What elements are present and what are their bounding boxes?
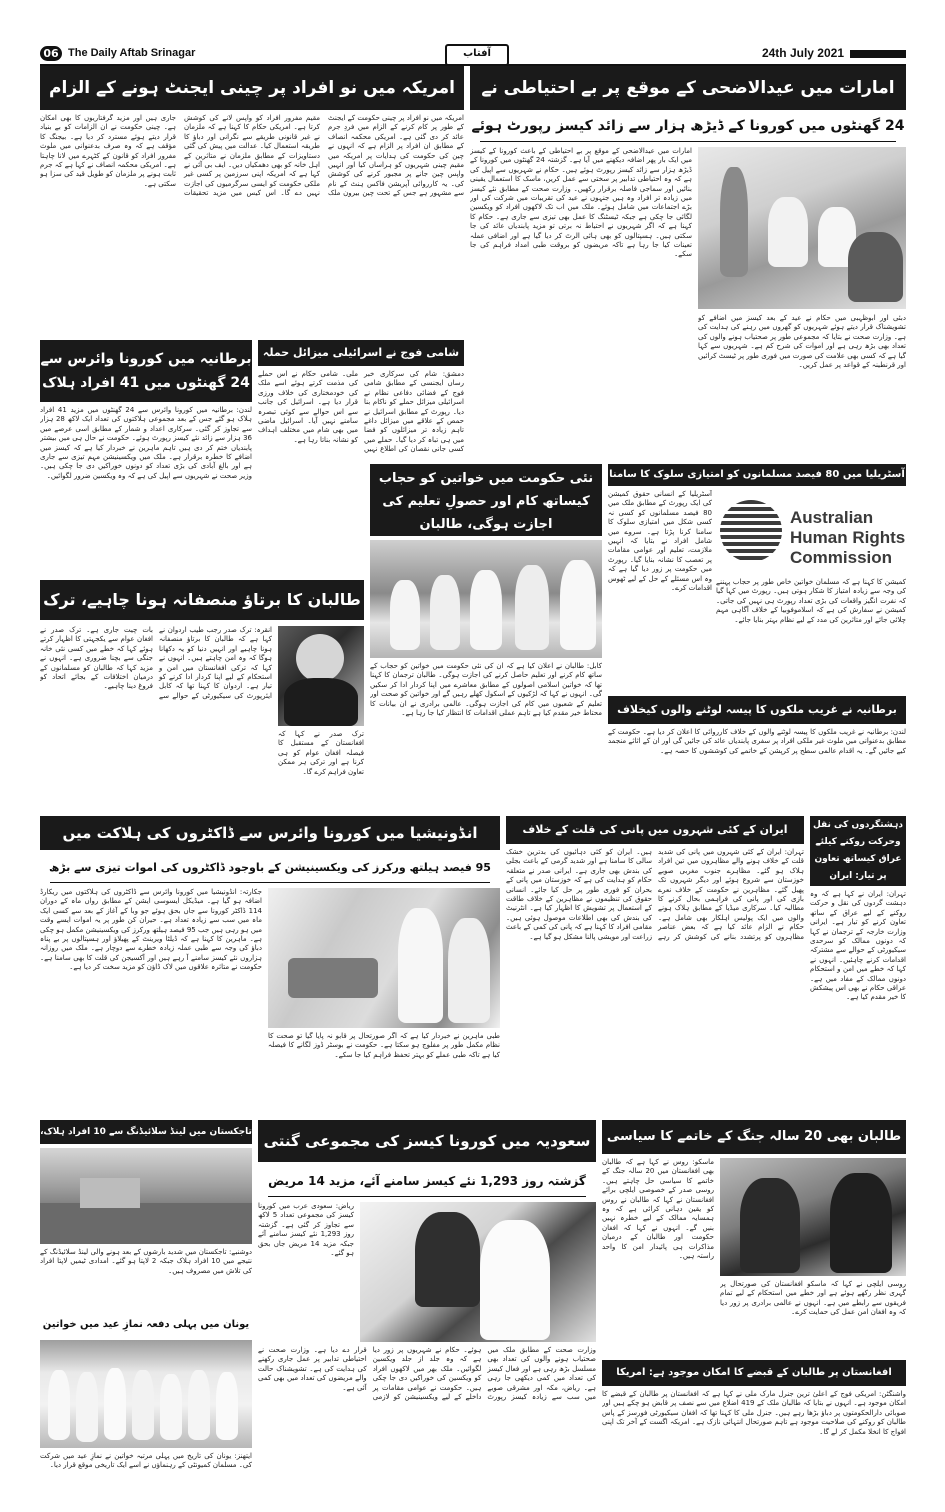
article-text: جکارتہ: انڈونیشیا میں کورونا وائرس سے ڈاکٹروں کی ہلاکتوں میں ریکارڈ اضافہ ہو گیا ہے۔ میڈیکل ایسوسی ایشن کے مطابق رواں ماہ کے دوران 114 ڈاکٹر کورونا سے جاں بحق ہوئے جو وبا کے آغاز کے بعد سے کسی ایک ماہ میں سب سے زیادہ تعداد ہے۔ حیران کن طور پر یہ اموات ایسے وقت میں ہو رہی ہیں جب 95 فیصد ہیلتھ ورکرز کی ویکسینیشن مکمل ہو چکی ہے۔ ماہرین کا کہنا ہے کہ ڈیلٹا ویرینٹ کے پھیلاؤ اور ہسپتالوں پر بے پناہ دباؤ کی وجہ سے طبی عملہ زیادہ خطرے سے دوچار ہے۔ ملک میں روزانہ ہزاروں نئے کیسز سامنے آ رہے ہیں اور آکسیجن کی قلت کا بھی سامنا ہے۔ حکومت نے متاثرہ علاقوں میں لاک ڈاؤن کو مزید سخت کر دیا ہے۔ <box>40 888 262 972</box>
article-text: طبی ماہرین نے خبردار کیا ہے کہ اگر صورتحال پر قابو نہ پایا گیا تو صحت کا نظام مکمل طور پر مفلوج ہو سکتا ہے۔ حکومت نے بوسٹر ڈوز لگانے کا فیصلہ کیا ہے تاکہ طبی عملے کو بہتر تحفظ فراہم کیا جا سکے۔ <box>268 1032 500 1059</box>
indonesia-hospital-photo <box>268 888 500 1028</box>
rule <box>480 141 896 142</box>
headline-taliban-women: نئی حکومت میں خواتین کو حجاب کیساتھ کام اور حصولِ تعلیم کی اجازت ہوگی، طالبان <box>370 464 602 536</box>
article-text: روسی ایلچی نے کہا کہ ماسکو افغانستان کی صورتحال پر گہری نظر رکھے ہوئے ہے اور خطے میں استحکام کے لیے تمام فریقوں سے رابطے میں ہے۔ انہوں نے عالمی برادری پر زور دیا کہ وہ افغان امن عمل کی حمایت کرے۔ <box>720 1280 906 1317</box>
article-text: وزارت صحت کے مطابق ملک میں صحتیاب ہونے والوں کی تعداد بھی مسلسل بڑھ رہی ہے اور فعال کیسز کی تعداد میں کمی دیکھی جا رہی ہے۔ ریاض، مکہ اور مشرقی صوبے میں سب سے زیادہ کیسز رپورٹ ہوئے۔ حکام نے شہریوں پر زور دیا ہے کہ وہ جلد از جلد ویکسین لگوائیں۔ ملک بھر میں لاکھوں افراد کو ویکسین کی خوراکیں دی جا چکی ہیں۔ حکومت نے عوامی مقامات پر داخلے کے لیے ویکسینیشن کو لازمی قرار دے دیا ہے۔ وزارت صحت نے احتیاطی تدابیر پر عمل جاری رکھنے کی ہدایت کی ہے۔ تشویشناک حالت والے مریضوں کی تعداد میں بھی کمی آئی ہے۔ <box>258 1346 596 1402</box>
headline-syria: شامی فوج نے اسرائیلی میزائل حملہ <box>258 340 464 366</box>
erdogan-photo <box>278 626 364 726</box>
vaccination-photo <box>360 1202 596 1342</box>
ahrc-logo-text <box>790 508 905 568</box>
landslide-photo <box>40 1148 252 1244</box>
issue-date: 24th July 2021 <box>761 46 844 60</box>
masthead-bar <box>850 50 906 58</box>
masthead <box>40 44 906 66</box>
article-text: کمیشن کا کہنا ہے کہ مسلمان خواتین خاص طور پر حجاب پہننے کی وجہ سے زیادہ امتیاز کا شکار ہوتی ہیں۔ رپورٹ میں کہا گیا کہ نفرت انگیز واقعات کی بڑی تعداد رپورٹ ہی نہیں کی جاتی۔ کمیشن نے سفارش کی ہے کہ اسلاموفوبیا کے خلاف آگاہی مہم چلائی جائے اور متاثرین کی مدد کے لیے نظام بہتر بنایا جائے۔ <box>716 578 906 624</box>
russia-taliban-meeting-photo <box>720 1158 906 1276</box>
article-text: واشنگٹن: امریکی فوج کے اعلیٰ ترین جنرل مارک ملی نے کہا ہے کہ افغانستان پر طالبان کے قبضے کا امکان موجود ہے۔ انہوں نے بتایا کہ طالبان ملک کے 419 اضلاع میں سے نصف پر قابض ہو چکے ہیں اور صوبائی دارالحکومتوں پر دباؤ بڑھا رہے ہیں۔ جنرل ملی کا کہنا تھا کہ افغان سیکیورٹی فورسز کے پاس طالبان کو روکنے کی صلاحیت موجود ہے تاہم صورتحال انتہائی نازک ہے۔ امریکہ اگست کے آخر تک اپنی افواج کا انخلا مکمل کر لے گا۔ <box>602 1390 906 1436</box>
ahrc-line-1: Australian <box>790 508 874 527</box>
article-text: تہران: ایران کے کئی شہروں میں پانی کی شدید قلت کے خلاف ہونے والے مظاہروں میں تین افراد ہلاک ہو گئے۔ مظاہرے جنوب مغربی صوبے خوزستان سے شروع ہوئے اور دیگر شہروں تک پھیل گئے۔ مظاہرین نے حکومت کے خلاف نعرے بازی کی اور پانی کی فراہمی بحال کرنے کا مطالبہ کیا۔ سرکاری میڈیا کے مطابق ہلاک ہونے والوں میں ایک پولیس اہلکار بھی شامل ہے۔ حکام نے الزام عائد کیا ہے کہ بعض عناصر مظاہروں کو پرتشدد بنانے کی کوشش کر رہے ہیں۔ ایران کو کئی دہائیوں کی بدترین خشک سالی کا سامنا ہے اور شدید گرمی کے باعث بجلی کی بندش بھی جاری ہے۔ ایرانی صدر نے متعلقہ حکام کو ہدایت کی ہے کہ خوزستان میں پانی کے بحران کو فوری طور پر حل کیا جائے۔ انسانی حقوق کی تنظیموں نے مظاہرین کے خلاف طاقت کے استعمال پر تشویش کا اظہار کیا ہے۔ انٹرنیٹ کی بندش کی بھی اطلاعات موصول ہوئی ہیں۔ مقامی افراد کا کہنا ہے کہ پانی کی کمی کے باعث زراعت اور مویشی پالنا مشکل ہو گیا ہے۔ <box>506 848 804 941</box>
article-text: ماسکو: روس نے کہا ہے کہ طالبان بھی افغانستان میں 20 سالہ جنگ کے خاتمے کا سیاسی حل چاہتے ہیں۔ روسی صدر کے خصوصی ایلچی برائے افغانستان نے کہا کہ طالبان نے روس کو یقین دہانی کرائی ہے کہ وہ ہمسایہ ممالک کے لیے خطرہ نہیں بنیں گے۔ انہوں نے کہا کہ افغان حکومت اور طالبان کے درمیان مذاکرات ہی پائیدار امن کا واحد راستہ ہیں۔ <box>602 1158 714 1261</box>
subheadline-uae: 24 گھنٹوں میں کورونا کے ڈیڑھ ہزار سے زائد کیسز رپورٹ ہوئے <box>471 118 905 134</box>
paper-logo: آفتاب <box>445 44 509 66</box>
article-text: دوشنبے: تاجکستان میں شدید بارشوں کے بعد ہونے والی لینڈ سلائیڈنگ کے نتیجے میں 10 افراد ہلاک جبکہ 2 لاپتا ہو گئے۔ امدادی ٹیمیں لاپتا افراد کی تلاش میں مصروف ہیں۔ <box>40 1248 252 1275</box>
uae-hospital-photo <box>698 147 906 309</box>
ahrc-logo <box>716 490 906 575</box>
paper-name: The Daily Aftab Srinagar <box>68 47 196 59</box>
headline-iraq: دہشتگردوں کی نقل وحرکت روکنے کیلئے عراق کیساتھ تعاون پر تیار: ایران <box>810 816 906 886</box>
headline-us: امریکہ میں نو افراد پر چینی ایجنٹ ہونے کے الزام <box>40 66 464 110</box>
article-text: امارات میں عیدالاضحی کے موقع پر بے احتیاطی کے باعث کورونا کے کیسز میں ایک بار پھر اضافہ دیکھنے میں آیا ہے۔ گزشتہ 24 گھنٹوں میں کورونا کے ڈیڑھ ہزار سے زائد کیسز رپورٹ ہوئے ہیں۔ حکام نے شہریوں سے اپیل کی ہے کہ وہ احتیاطی تدابیر پر سختی سے عمل کریں، ماسک کا استعمال یقینی بنائیں اور سماجی فاصلہ برقرار رکھیں۔ وزارت صحت کے مطابق نئے کیسز میں زیادہ تر افراد وہ ہیں جنہوں نے عید کی تقریبات میں شرکت کی اور بڑے اجتماعات میں شامل ہوئے۔ ملک میں اب تک لاکھوں افراد کو ویکسین لگائی جا چکی ہے جبکہ ٹیسٹنگ کا عمل بھی تیزی سے جاری ہے۔ حکام کا کہنا ہے کہ اگر شہریوں نے احتیاط نہ برتی تو مزید پابندیاں عائد کی جا سکتی ہیں۔ ہسپتالوں کو بھی ہائی الرٹ کر دیا گیا ہے اور اضافی عملہ تعینات کیا جا رہا ہے تاکہ مریضوں کو بروقت طبی امداد فراہم کی جا سکے۔ <box>470 147 692 259</box>
page-number: 06 <box>40 46 62 61</box>
headline-australia: آسٹریلیا میں 80 فیصد مسلمانوں کو امتیازی سلوک کا سامنا <box>608 464 906 486</box>
article-text: دمشق: شام کی سرکاری خبر رساں ایجنسی کے مطابق شامی فوج کے فضائی دفاعی نظام نے اسرائیلی میزائل حملے کو ناکام بنا دیا۔ رپورٹ کے مطابق اسرائیل نے حمص کے علاقے میں میزائل داغے تاہم زیادہ تر میزائلوں کو فضا میں ہی تباہ کر دیا گیا۔ حملے میں کسی جانی نقصان کی اطلاع نہیں ملی۔ شامی حکام نے اس حملے کی مذمت کرتے ہوئے اسے ملک کی خودمختاری کی خلاف ورزی قرار دیا ہے۔ اسرائیل کی جانب سے اس حوالے سے کوئی تبصرہ سامنے نہیں آیا۔ اسرائیل ماضی میں بھی شام میں مختلف اہداف کو نشانہ بناتا رہا ہے۔ <box>258 370 464 454</box>
rule <box>268 1196 586 1197</box>
article-text: کابل: طالبان نے اعلان کیا ہے کہ ان کی نئی حکومت میں خواتین کو حجاب کے ساتھ کام کرنے اور تعلیم حاصل کرنے کی اجازت ہوگی۔ طالبان ترجمان کا کہنا تھا کہ خواتین اسلامی اصولوں کے مطابق معاشرے میں اپنا کردار ادا کر سکیں گی۔ انہوں نے کہا کہ لڑکیوں کے اسکول کھلے رہیں گے اور خواتین کو صحت اور تعلیم کے شعبوں میں کام کی اجازت ہوگی۔ عالمی برادری نے ان بیانات کا محتاط خیر مقدم کیا ہے تاہم عملی اقدامات کا انتظار کیا جا رہا ہے۔ <box>370 662 602 718</box>
headline-uk-poor: برطانیہ نے غریب ملکوں کا پیسہ لوٹنے والوں کیخلاف <box>608 696 906 724</box>
headline-russia: طالبان بھی 20 سالہ جنگ کے خاتمے کا سیاسی <box>602 1120 906 1154</box>
subheadline-saudi: گزشتہ روز 1,293 نئے کیسز سامنے آئے، مزید 14 مریض <box>268 1174 586 1188</box>
article-text: تہران: ایران نے کہا ہے کہ وہ دہشت گردوں کی نقل و حرکت روکنے کے لیے عراق کے ساتھ تعاون کرنے کو تیار ہے۔ ایرانی وزارت خارجہ کے ترجمان نے کہا کہ دونوں ممالک کو سرحدی سیکیورٹی کے حوالے سے مشترکہ اقدامات کرنے چاہئیں۔ انہوں نے کہا کہ خطے میں امن و استحکام دونوں ممالک کے مفاد میں ہے۔ عراقی حکام نے بھی اس پیشکش کا خیر مقدم کیا ہے۔ <box>810 890 906 1002</box>
headline-afghan: افغانستان پر طالبان کے قبضے کا امکان موجود ہے: امریکا <box>602 1360 906 1386</box>
headline-iran-water: ایران کے کئی شہروں میں پانی کی قلت کے خلاف <box>506 816 804 844</box>
headline-uae: امارات میں عیدالاضحی کے موقع پر بے احتیاطی نے <box>470 66 906 110</box>
globe-icon <box>720 500 782 562</box>
headline-uk-covid: برطانیہ میں کورونا وائرس سے 24 گھنٹوں میں 41 افراد ہلاک <box>40 340 252 402</box>
article-text: لندن: برطانیہ نے غریب ملکوں کا پیسہ لوٹنے والوں کے خلاف کارروائی کا اعلان کر دیا ہے۔ حکومت کے مطابق بدعنوانی میں ملوث غیر ملکی افراد پر سفری پابندیاں عائد کی جائیں گی اور ان کے اثاثے منجمد کیے جائیں گے۔ یہ اقدام عالمی سطح پر کرپشن کے خاتمے کی کوششوں کا حصہ ہے۔ <box>608 728 906 755</box>
article-text: امریکہ میں نو افراد پر چینی حکومت کے ایجنٹ کے طور پر کام کرنے کے الزام میں فردِ جرم عائد کر دی گئی ہے۔ امریکی محکمہ انصاف کے مطابق ان افراد پر الزام ہے کہ انہوں نے چین کی حکومت کی ہدایات پر امریکہ میں مقیم چینی شہریوں کو ہراساں کیا اور انہیں واپس چین جانے پر مجبور کرنے کی کوشش کی۔ یہ کارروائی آپریشن فاکس ہنٹ کے نام سے مشہور ہے جس کے تحت چین بیرون ملک مقیم مفرور افراد کو واپس لانے کی کوشش کرتا ہے۔ امریکی حکام کا کہنا ہے کہ ملزمان نے غیر قانونی طریقے سے نگرانی اور دباؤ کا طریقہ استعمال کیا۔ عدالت میں پیش کی گئی دستاویزات کے مطابق ملزمان نے متاثرین کے اہل خانہ کو بھی دھمکیاں دیں۔ ایف بی آئی نے کہا ہے کہ امریکہ اپنی سرزمین پر کسی غیر ملکی حکومت کو ایسی سرگرمیوں کی اجازت نہیں دے گا۔ اس کیس میں مزید تحقیقات جاری ہیں اور مزید گرفتاریوں کا بھی امکان ہے۔ چینی حکومت نے ان الزامات کو بے بنیاد قرار دیتے ہوئے مسترد کر دیا ہے۔ بیجنگ کا مؤقف ہے کہ وہ صرف بدعنوانی میں ملوث مفرور افراد کو قانون کے کٹہرے میں لانا چاہتا ہے۔ امریکی محکمہ انصاف نے کہا ہے کہ جرم ثابت ہونے پر ملزمان کو طویل قید کی سزا ہو سکتی ہے۔ <box>40 114 464 198</box>
headline-saudi: سعودیہ میں کورونا کیسز کی مجموعی گنتی <box>258 1120 596 1162</box>
ahrc-line-3: Commission <box>790 548 893 567</box>
headline-indonesia: انڈونیشیا میں کورونا وائرس سے ڈاکٹروں کی ہلاکت میں <box>40 816 500 850</box>
article-text: ریاض: سعودی عرب میں کورونا کیسز کی مجموعی تعداد 5 لاکھ سے تجاوز کر گئی ہے۔ گزشتہ روز 1,293 نئے کیسز سامنے آئے جبکہ مزید 14 مریض جاں بحق ہو گئے۔ <box>258 1202 354 1258</box>
article-text: لندن: برطانیہ میں کورونا وائرس سے 24 گھنٹوں میں مزید 41 افراد ہلاک ہو گئے جس کے بعد مجموعی ہلاکتوں کی تعداد ایک لاکھ 28 ہزار سے تجاوز کر گئی۔ سرکاری اعداد و شمار کے مطابق اسی عرصے میں 36 ہزار سے زائد نئے کیسز رپورٹ ہوئے۔ حکومت نے حال ہی میں بیشتر پابندیاں ختم کر دی ہیں تاہم ماہرین نے خبردار کیا ہے کہ کیسز میں اضافے کا خطرہ برقرار ہے۔ ملک میں ویکسینیشن مہم تیزی سے جاری ہے اور بالغ آبادی کی بڑی تعداد کو دونوں خوراکیں دی جا چکی ہیں۔ وزیر صحت نے شہریوں سے اپیل کی ہے کہ وہ ویکسین ضرور لگوائیں۔ <box>40 406 252 480</box>
afghan-girls-classroom-photo <box>370 540 602 658</box>
ahrc-line-2: Human Rights <box>790 528 906 547</box>
headline-greece: یونان میں پہلی دفعہ نمازِ عید میں خواتین <box>40 1312 252 1338</box>
headline-turkey: طالبان کا برتاؤ منصفانہ ہونا چاہیے، ترک <box>40 580 364 620</box>
article-text: آسٹریلیا کے انسانی حقوق کمیشن کی ایک رپورٹ کے مطابق ملک میں 80 فیصد مسلمانوں کو کسی نہ کسی شکل میں امتیازی سلوک کا سامنا کرنا پڑتا ہے۔ سروے میں شامل افراد نے بتایا کہ انہیں ملازمت، تعلیم اور عوامی مقامات پر تعصب کا نشانہ بنایا گیا۔ رپورٹ میں حکومت پر زور دیا گیا ہے کہ وہ اس مسئلے کے حل کے لیے ٹھوس اقدامات کرے۔ <box>608 490 712 593</box>
article-text: ایتھنز: یونان کی تاریخ میں پہلی مرتبہ خواتین نے نمازِ عید میں شرکت کی۔ مسلمان کمیونٹی کے رہنماؤں نے اسے ایک تاریخی موقع قرار دیا۔ <box>40 1452 252 1470</box>
eid-prayer-photo <box>40 1340 252 1448</box>
rule <box>50 882 490 883</box>
article-text: ترک صدر نے کہا کہ افغانستان کے مستقبل کا فیصلہ افغان عوام کو ہی کرنا ہے اور ترکی ہر ممکن تعاون فراہم کرے گا۔ <box>278 730 364 776</box>
headline-tajik: تاجکستان میں لینڈ سلائیڈنگ سے 10 افراد ہلاک، <box>40 1120 252 1144</box>
article-text: دبئی اور ابوظہبی میں حکام نے عید کے بعد کیسز میں اضافے کو تشویشناک قرار دیتے ہوئے شہریوں کو گھروں میں رہنے کی ہدایت کی ہے۔ وزارت صحت نے بتایا کہ مجموعی طور پر صحتیاب ہونے والوں کی تعداد بھی بڑھ رہی ہے اور اموات کی شرح کم ہے۔ شہریوں سے کہا گیا ہے کہ کسی بھی علامت کی صورت میں فوری طور پر ٹیسٹ کرائیں اور قرنطینہ کے قواعد پر عمل کریں۔ <box>698 314 906 370</box>
subheadline-indonesia: 95 فیصد ہیلتھ ورکرز کی ویکسینیشن کے باوجود ڈاکٹروں کی اموات تیزی سے بڑھ <box>49 861 491 874</box>
article-text: انقرہ: ترک صدر رجب طیب اردوان نے کہا ہے کہ طالبان کا برتاؤ منصفانہ ہونا چاہیے اور انہیں دنیا کو یہ دکھانا ہوگا کہ وہ امن چاہتے ہیں۔ انہوں نے کہا کہ ترکی افغانستان میں امن و استحکام کے لیے اپنا کردار ادا کرنے کو تیار ہے۔ اردوان کا کہنا تھا کہ کابل ایئرپورٹ کی سیکیورٹی کے حوالے سے بات چیت جاری ہے۔ ترک صدر نے افغان عوام سے یکجہتی کا اظہار کرتے ہوئے کہا کہ خطے میں کسی نئی خانہ جنگی سے بچنا ضروری ہے۔ انہوں نے مزید کہا کہ طالبان کو مسلمانوں کے درمیان اختلافات کے بجائے اتحاد کو فروغ دینا چاہیے۔ <box>40 626 272 700</box>
newspaper-page <box>40 44 906 1496</box>
